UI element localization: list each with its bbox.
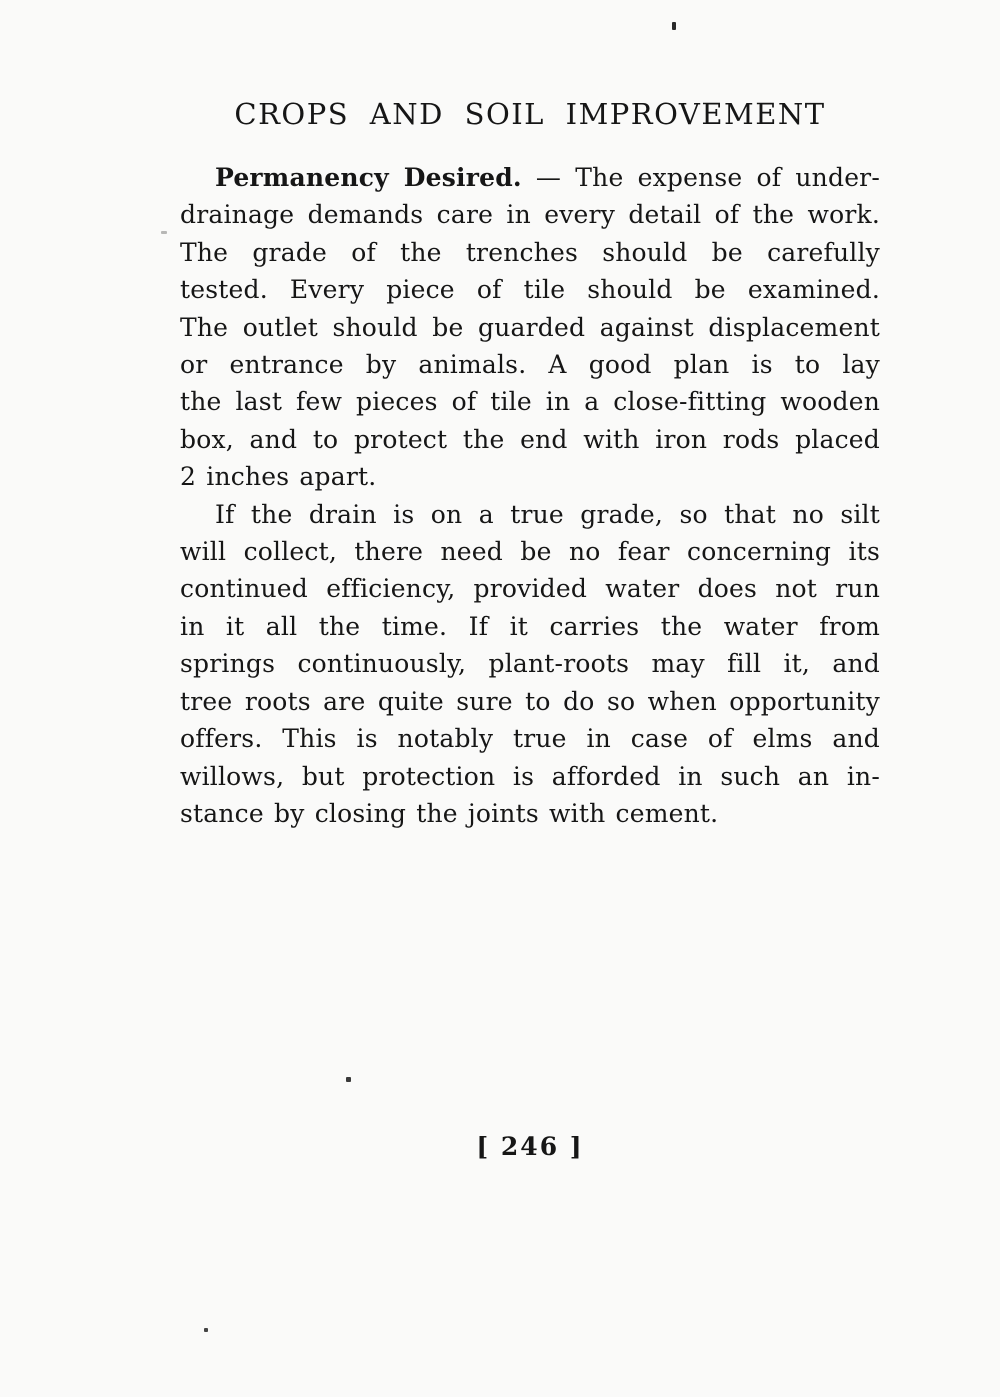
section-lead-bold: Permanency Desired. bbox=[215, 163, 522, 192]
text-line: box, and to protect the end with iron rods placed bbox=[180, 424, 880, 454]
text-line: willows, but protection is afforded in such an in- bbox=[180, 761, 880, 791]
text-line: or entrance by animals. A good plan is to lay bbox=[180, 350, 880, 380]
text-line: the last few pieces of tile in a close-fitting wooden bbox=[180, 387, 880, 417]
paragraph-body-lines bbox=[180, 196, 880, 458]
paragraph-drain-grade bbox=[180, 496, 880, 833]
ink-speck bbox=[204, 1328, 208, 1332]
text-line: If the drain is on a true grade, so that no silt bbox=[215, 499, 880, 529]
text-line bbox=[180, 159, 880, 196]
text-line: The grade of the trenches should be carefully bbox=[180, 237, 880, 267]
ink-speck bbox=[346, 1077, 351, 1082]
book-page bbox=[180, 96, 880, 832]
paragraph-permanency-desired bbox=[180, 159, 880, 496]
section-lead-rest: — The expense of under- bbox=[521, 163, 880, 192]
ink-speck bbox=[161, 231, 167, 234]
text-line: The outlet should be guarded against displacement bbox=[180, 312, 880, 342]
text-line: in it all the time. If it carries the water from bbox=[180, 611, 880, 641]
paragraph-body-lines bbox=[180, 533, 880, 795]
page-number: [ 246 ] bbox=[476, 1132, 584, 1161]
text-line: offers. This is notably true in case of elms and bbox=[180, 724, 880, 754]
text-line: springs continuously, plant-roots may fill it, and bbox=[180, 649, 880, 679]
ink-speck bbox=[672, 22, 676, 30]
text-line: drainage demands care in every detail of the work. bbox=[180, 200, 880, 230]
running-head: CROPS AND SOIL IMPROVEMENT bbox=[234, 97, 826, 131]
text-line: tree roots are quite sure to do so when opportunity bbox=[180, 686, 880, 716]
text-line: stance by closing the joints with cement. bbox=[180, 798, 719, 828]
text-line: will collect, there need be no fear concerning its bbox=[180, 537, 880, 567]
text-line: tested. Every piece of tile should be examined. bbox=[180, 275, 880, 305]
text-line: continued efficiency, provided water does not run bbox=[180, 574, 880, 604]
text-line: 2 inches apart. bbox=[180, 462, 377, 492]
